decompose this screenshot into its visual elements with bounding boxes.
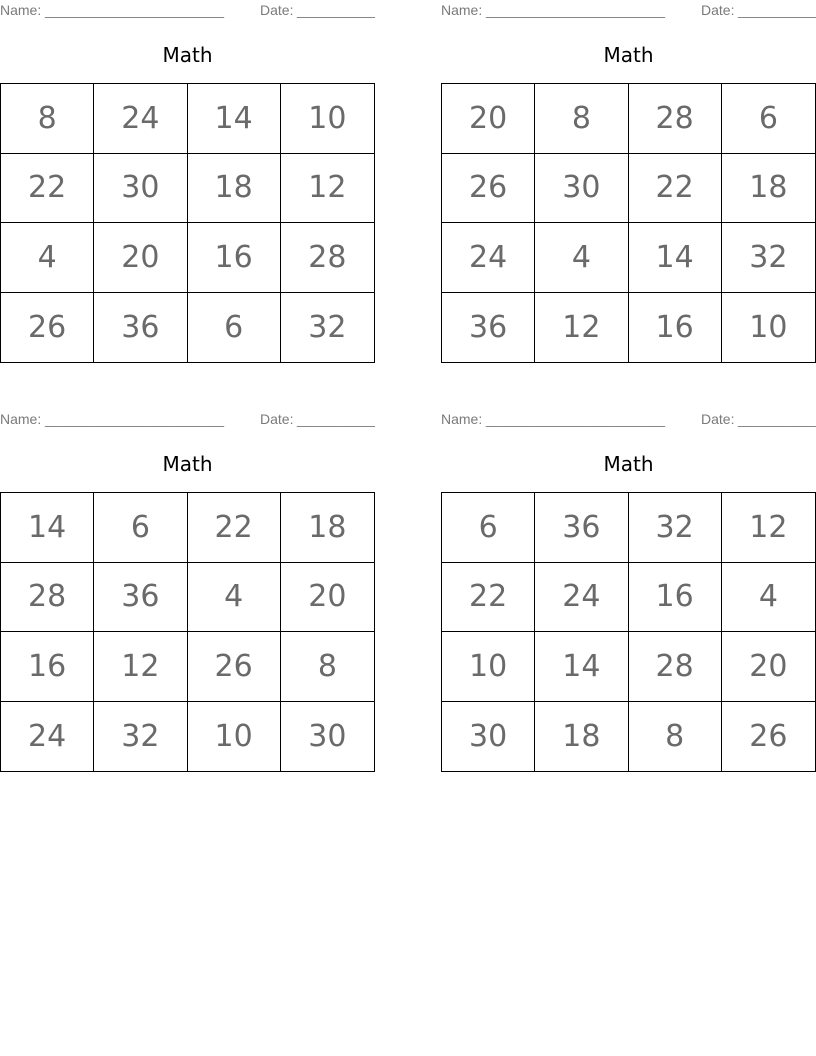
bingo-card-3 bbox=[0, 409, 375, 789]
bingo-cell: 10 bbox=[188, 702, 281, 772]
bingo-grid bbox=[441, 83, 816, 363]
date-label: Date: bbox=[260, 411, 294, 427]
bingo-cell: 12 bbox=[281, 154, 374, 224]
date-field[interactable]: __________ bbox=[297, 411, 375, 427]
bingo-cell: 36 bbox=[535, 493, 628, 563]
bingo-cell: 14 bbox=[535, 632, 628, 702]
bingo-cell: 30 bbox=[308, 718, 347, 754]
bingo-cell: 6 bbox=[442, 493, 535, 563]
bingo-cell: 32 bbox=[308, 309, 347, 345]
bingo-cell: 36 bbox=[442, 293, 535, 363]
bingo-cell: 22 bbox=[1, 154, 94, 224]
bingo-cell: 4 bbox=[188, 563, 281, 633]
date-field[interactable]: __________ bbox=[738, 411, 816, 427]
name-label: Name: bbox=[0, 411, 42, 427]
card-title: Math bbox=[603, 452, 654, 476]
date-label: Date: bbox=[701, 411, 735, 427]
date-label: Date: bbox=[260, 2, 294, 18]
date-label: Date: bbox=[701, 2, 735, 18]
bingo-cell: 8 bbox=[535, 84, 628, 154]
bingo-cell: 26 bbox=[1, 293, 94, 363]
bingo-cell: 4 bbox=[1, 223, 94, 293]
bingo-card-2 bbox=[441, 0, 816, 380]
bingo-cell: 20 bbox=[94, 223, 187, 293]
name-field[interactable]: _______________________ bbox=[45, 411, 225, 427]
card-header bbox=[0, 411, 375, 429]
bingo-cell: 16 bbox=[629, 563, 722, 633]
bingo-card-4 bbox=[441, 409, 816, 789]
bingo-cell: 32 bbox=[94, 702, 187, 772]
bingo-cell: 24 bbox=[94, 84, 187, 154]
bingo-grid bbox=[0, 492, 375, 772]
bingo-cell: 14 bbox=[629, 223, 722, 293]
bingo-cell: 8 bbox=[629, 702, 722, 772]
bingo-cell: 30 bbox=[94, 154, 187, 224]
bingo-cell: 28 bbox=[629, 84, 722, 154]
bingo-cell: 36 bbox=[94, 563, 187, 633]
bingo-cell: 24 bbox=[1, 702, 94, 772]
bingo-card-1 bbox=[0, 0, 375, 380]
card-header bbox=[0, 2, 375, 20]
bingo-grid bbox=[441, 492, 816, 772]
bingo-cell: 20 bbox=[442, 84, 535, 154]
card-title: Math bbox=[603, 43, 654, 67]
bingo-cell: 18 bbox=[722, 154, 815, 224]
bingo-cell: 30 bbox=[535, 154, 628, 224]
bingo-cell: 22 bbox=[629, 154, 722, 224]
bingo-cell: 24 bbox=[442, 223, 535, 293]
bingo-cell: 4 bbox=[722, 563, 815, 633]
bingo-cell: 12 bbox=[94, 632, 187, 702]
name-field[interactable]: _______________________ bbox=[45, 2, 225, 18]
bingo-cell: 32 bbox=[722, 223, 815, 293]
name-field[interactable]: _______________________ bbox=[486, 2, 666, 18]
bingo-cell: 10 bbox=[281, 84, 374, 154]
name-label: Name: bbox=[441, 2, 483, 18]
bingo-cell: 6 bbox=[188, 293, 281, 363]
bingo-cell: 16 bbox=[629, 293, 722, 363]
name-label: Name: bbox=[0, 2, 42, 18]
bingo-cell: 14 bbox=[188, 84, 281, 154]
bingo-cell: 12 bbox=[722, 493, 815, 563]
bingo-cell: 8 bbox=[1, 84, 94, 154]
bingo-cell: 10 bbox=[749, 309, 788, 345]
card-title: Math bbox=[162, 452, 213, 476]
bingo-cell: 32 bbox=[629, 493, 722, 563]
bingo-cell: 22 bbox=[442, 563, 535, 633]
bingo-cell: 12 bbox=[535, 293, 628, 363]
bingo-cell: 18 bbox=[281, 493, 374, 563]
bingo-cell: 26 bbox=[188, 632, 281, 702]
bingo-cell: 20 bbox=[722, 632, 815, 702]
date-field[interactable]: __________ bbox=[297, 2, 375, 18]
bingo-cell: 26 bbox=[442, 154, 535, 224]
bingo-cell: 36 bbox=[94, 293, 187, 363]
bingo-cell: 18 bbox=[535, 702, 628, 772]
bingo-cell: 16 bbox=[1, 632, 94, 702]
name-label: Name: bbox=[441, 411, 483, 427]
bingo-cell: 6 bbox=[722, 84, 815, 154]
card-title: Math bbox=[162, 43, 213, 67]
card-header bbox=[441, 411, 816, 429]
bingo-cell: 30 bbox=[442, 702, 535, 772]
bingo-grid bbox=[0, 83, 375, 363]
bingo-cell: 26 bbox=[749, 718, 788, 754]
date-field[interactable]: __________ bbox=[738, 2, 816, 18]
bingo-cell: 8 bbox=[281, 632, 374, 702]
bingo-cell: 28 bbox=[1, 563, 94, 633]
bingo-cell: 4 bbox=[535, 223, 628, 293]
bingo-cell: 24 bbox=[535, 563, 628, 633]
bingo-cell: 28 bbox=[629, 632, 722, 702]
name-field[interactable]: _______________________ bbox=[486, 411, 666, 427]
bingo-cell: 14 bbox=[1, 493, 94, 563]
bingo-cell: 10 bbox=[442, 632, 535, 702]
card-header bbox=[441, 2, 816, 20]
bingo-cell: 6 bbox=[94, 493, 187, 563]
bingo-cell: 16 bbox=[188, 223, 281, 293]
bingo-cell: 18 bbox=[188, 154, 281, 224]
bingo-cell: 28 bbox=[281, 223, 374, 293]
bingo-cell: 22 bbox=[188, 493, 281, 563]
bingo-cell: 20 bbox=[281, 563, 374, 633]
